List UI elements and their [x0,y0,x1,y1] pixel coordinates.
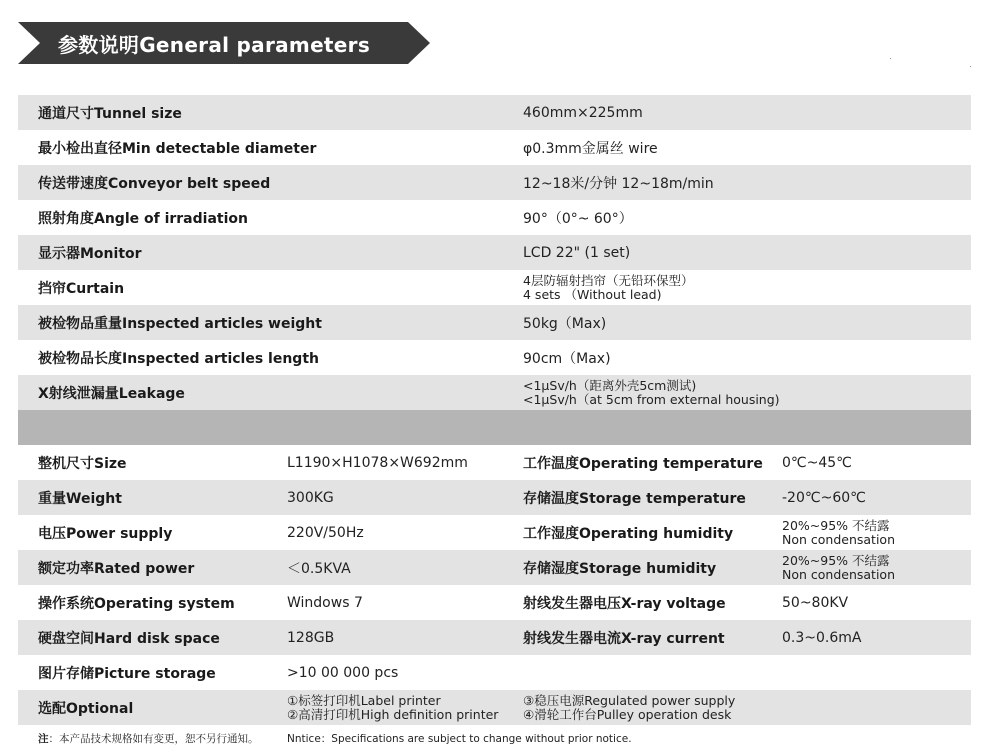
spec-value-line: ③稳压电源Regulated power supply [523,692,736,708]
spec-value-line: <1μSv/h（at 5cm from external housing) [523,391,780,407]
spec-label: 选配Optional [38,700,134,717]
spec-value [523,340,611,375]
spec-value [287,655,398,690]
decorative-dot [890,58,891,59]
spec-value-line: 90°（0°~ 60°） [523,210,633,227]
footnote-cn: 注：本产品技术规格如有变更，恕不另行通知。 [38,733,259,745]
spec-value-line: 4层防辐射挡帘（无铅环保型） [523,272,694,288]
spec-value-line: 20%~95% 不结露 [782,552,890,568]
spec-label: 传送带速度Conveyor belt speed [38,175,271,192]
spec-row [18,620,971,655]
spec-value-line: 300KG [287,489,334,506]
spec-value [287,620,334,655]
spec-value-line: ①标签打印机Label printer [287,692,441,708]
spec-value-line: φ0.3mm金属丝 wire [523,140,658,157]
spec-value [523,165,714,200]
spec-row [18,550,971,585]
spec-value-line: Non condensation [782,566,896,582]
spec-row [18,655,971,690]
spec-value [287,445,468,480]
spec-row [18,165,971,200]
section-divider [18,410,971,445]
footnote-en: Nntice：Specifications are subject to change without prior notice. [287,733,632,745]
spec-label: 操作系统Operating system [38,595,235,612]
spec-label: 存储温度Storage temperature [523,490,746,507]
spec-value-line: ④滑轮工作台Pulley operation desk [523,706,732,722]
spec-value-line: ②高清打印机High definition printer [287,706,499,722]
spec-value [782,480,866,515]
spec-value [782,620,861,655]
spec-value-line: Windows 7 [287,594,363,611]
spec-row [18,270,971,305]
spec-value [287,480,334,515]
spec-value-line: 220V/50Hz [287,524,364,541]
spec-value-line: <1μSv/h（距离外壳5cm测试) [523,377,697,393]
spec-value [523,95,643,130]
spec-row [18,130,971,165]
spec-value-line: Non condensation [782,531,896,547]
spec-label: 额定功率Rated power [38,560,195,577]
spec-label: 被检物品重量Inspected articles weight [38,315,322,332]
spec-value [523,375,780,410]
spec-value [523,130,658,165]
spec-row [18,235,971,270]
spec-value [523,270,693,305]
spec-value-line: 90cm（Max) [523,350,611,367]
spec-value-line: 50~80KV [782,594,849,611]
spec-row [18,690,971,725]
decorative-dot [970,66,971,67]
spec-value [523,305,606,340]
spec-label: 图片存储Picture storage [38,665,216,682]
spec-value [287,585,363,620]
spec-label: 通道尺寸Tunnel size [38,105,182,122]
spec-label: 射线发生器电流X-ray current [523,630,725,647]
spec-row [18,515,971,550]
spec-value [523,690,735,725]
spec-row [18,375,971,410]
spec-row [18,585,971,620]
spec-value [782,550,895,585]
spec-value-line: 0℃~45℃ [782,454,852,471]
spec-value [523,200,633,235]
spec-value-line: LCD 22" (1 set) [523,244,631,261]
spec-value [287,550,351,585]
spec-value-line: -20℃~60℃ [782,489,866,506]
spec-value-line: >10 00 000 pcs [287,664,399,681]
spec-label: 工作湿度Operating humidity [523,525,734,542]
spec-value [782,445,852,480]
section-title: 参数说明General parameters [58,33,371,57]
spec-value-line: 460mm×225mm [523,104,643,121]
spec-value-line: 0.3~0.6mA [782,629,862,646]
spec-row [18,200,971,235]
spec-value [782,515,895,550]
spec-label: 被检物品长度Inspected articles length [38,350,319,367]
spec-label: 硬盘空间Hard disk space [38,630,220,647]
spec-value-line: 20%~95% 不结露 [782,517,890,533]
spec-label: 显示器Monitor [38,245,142,262]
spec-label: 整机尺寸Size [38,455,127,472]
spec-value [523,235,630,270]
spec-value-line: 50kg（Max) [523,315,607,332]
spec-value-line: 12~18米/分钟 12~18m/min [523,175,714,192]
spec-label: X射线泄漏量Leakage [38,385,185,402]
spec-value [287,690,498,725]
spec-row [18,480,971,515]
spec-label: 照射角度Angle of irradiation [38,210,248,227]
spec-label: 存储湿度Storage humidity [523,560,717,577]
spec-value-line: L1190×H1078×W692mm [287,454,468,471]
spec-value [287,515,364,550]
spec-label: 射线发生器电压X-ray voltage [523,595,726,612]
spec-row [18,340,971,375]
spec-value-line: 128GB [287,629,335,646]
spec-label: 最小检出直径Min detectable diameter [38,140,317,157]
spec-value-line: 4 sets （Without lead) [523,286,662,302]
spec-label: 重量Weight [38,490,122,507]
spec-label: 电压Power supply [38,525,173,542]
spec-value [782,585,848,620]
spec-value-line: ＜0.5KVA [287,560,351,577]
spec-row [18,95,971,130]
spec-row [18,305,971,340]
spec-row [18,445,971,480]
spec-label: 挡帘Curtain [38,280,125,297]
spec-label: 工作温度Operating temperature [523,455,763,472]
